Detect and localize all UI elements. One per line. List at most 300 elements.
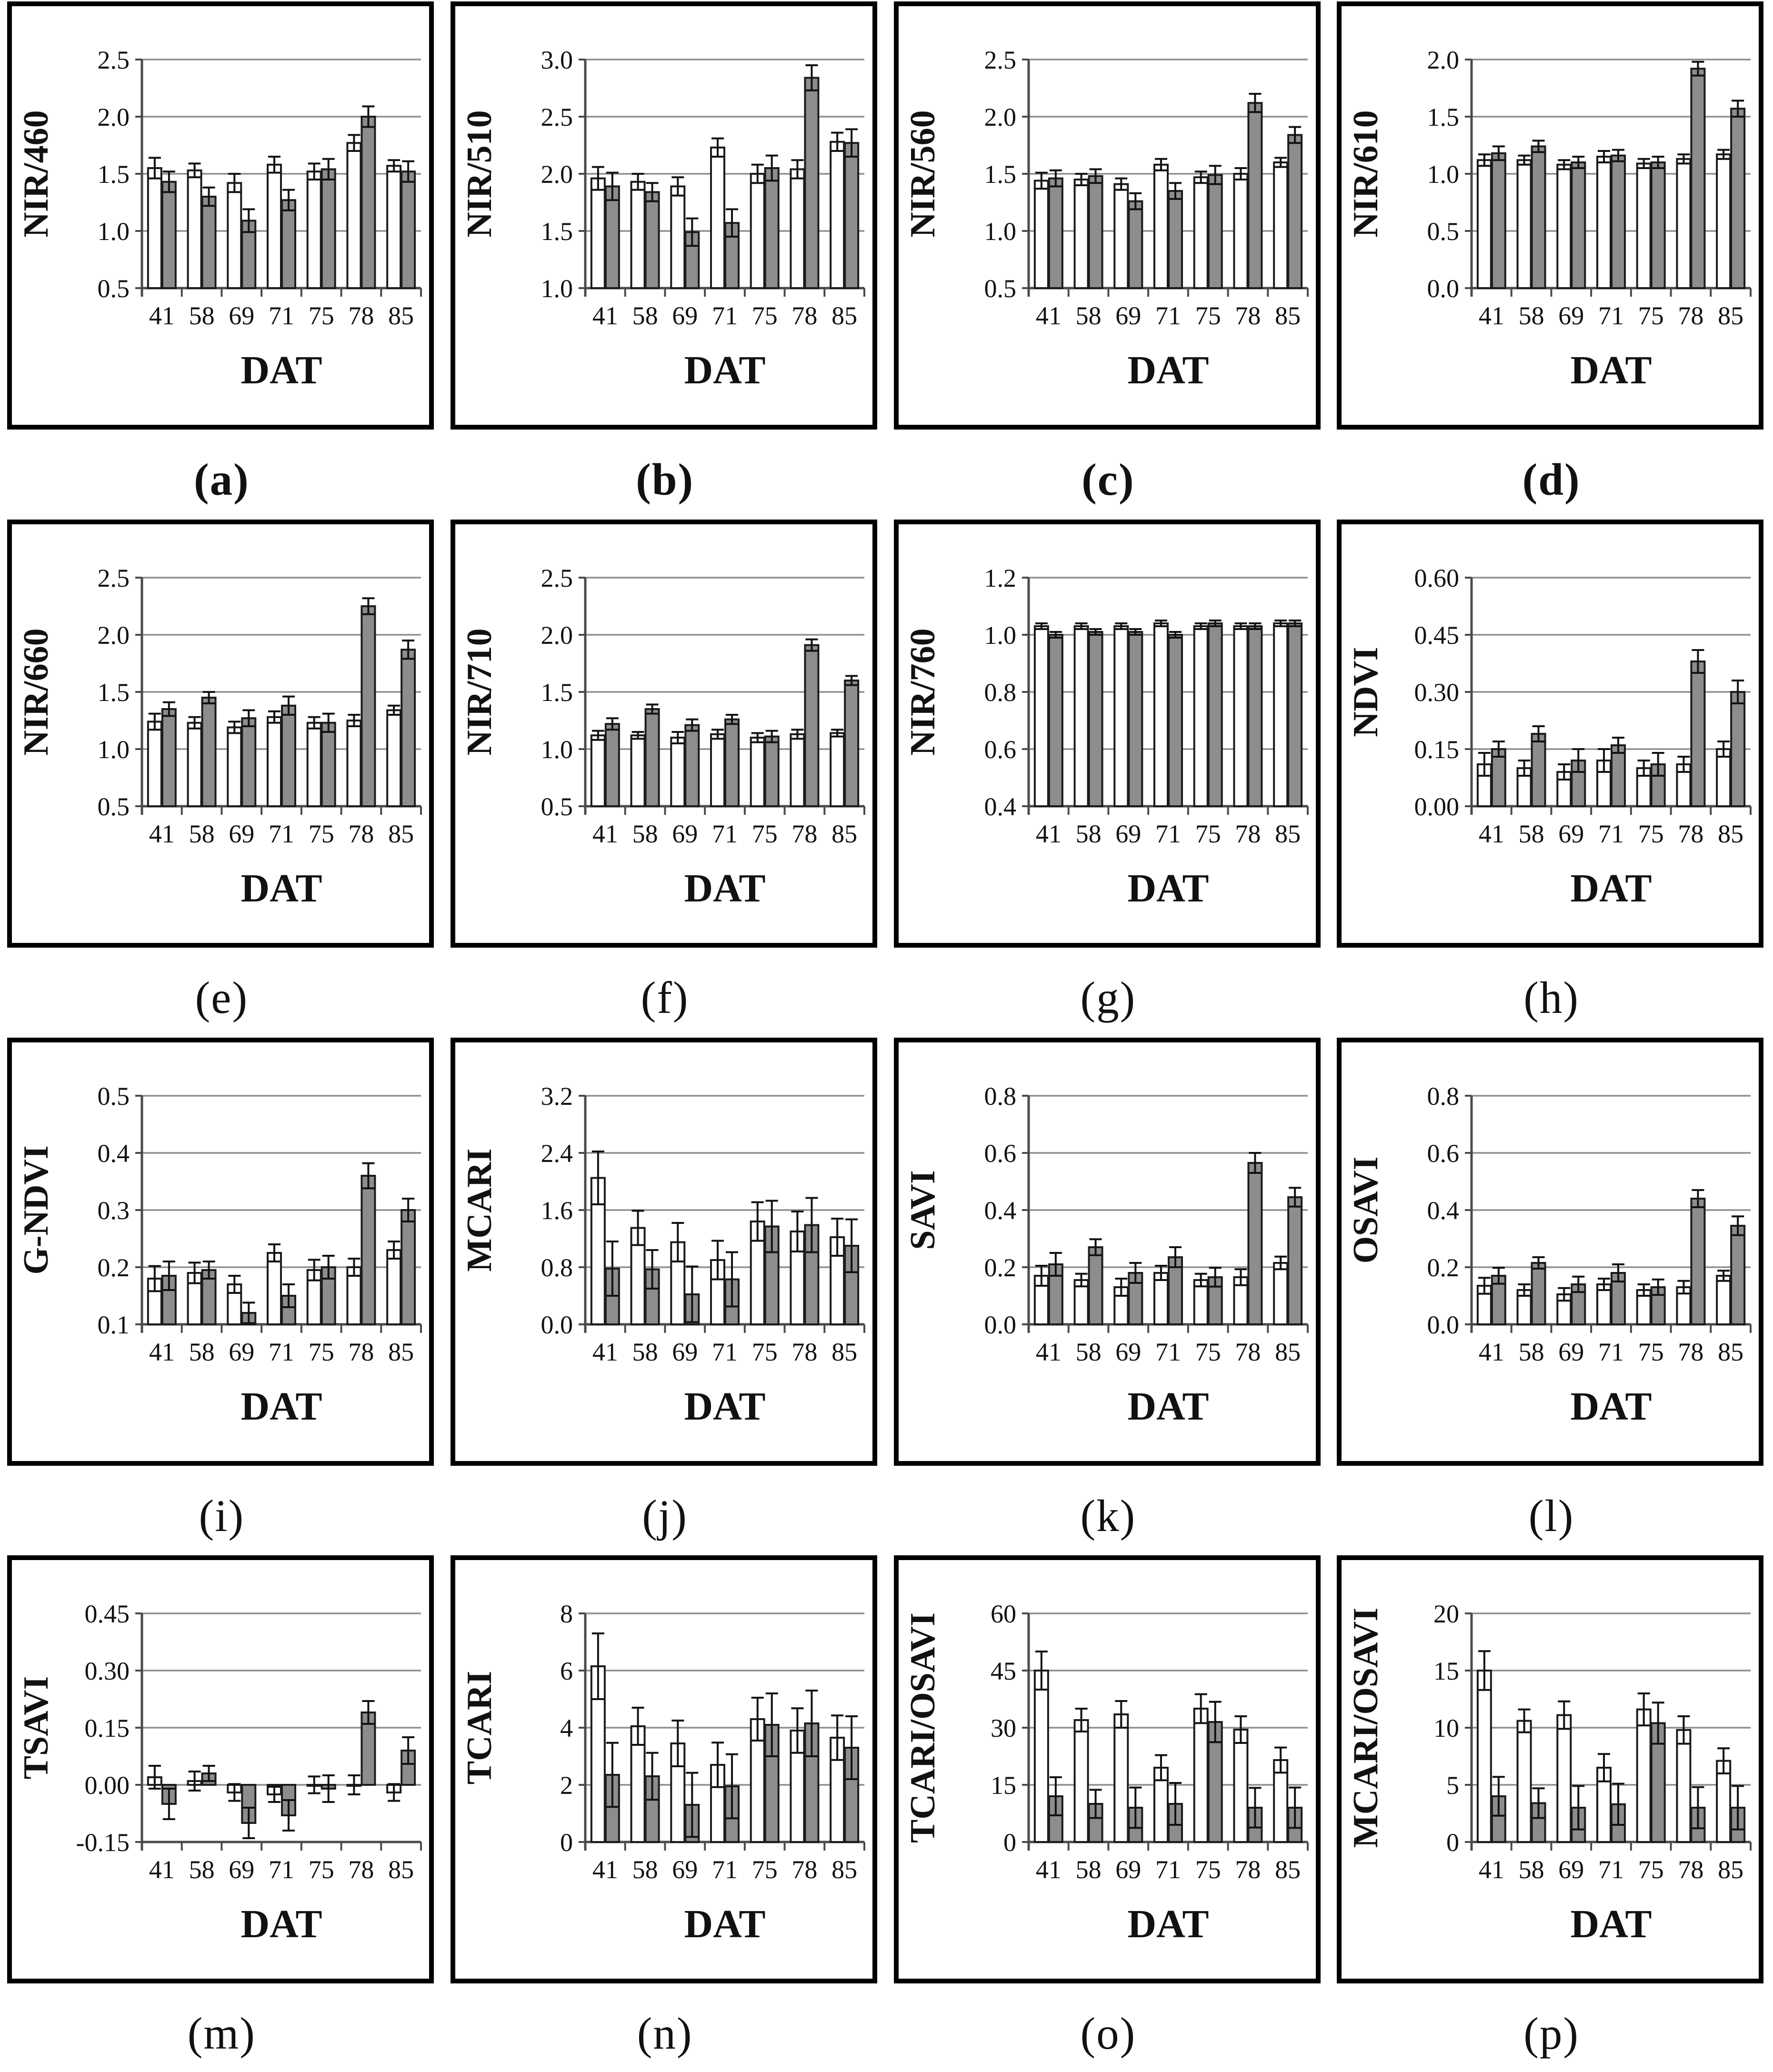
bar-white — [1717, 154, 1730, 288]
x-tick-label: 75 — [751, 301, 778, 330]
bar-white — [671, 738, 684, 806]
y-tick-label: 0.60 — [1414, 563, 1460, 592]
bar-gray — [1731, 109, 1744, 288]
y-tick-label: 0.0 — [1427, 1310, 1460, 1339]
bar-white — [1637, 163, 1651, 288]
bar-gray — [1692, 69, 1705, 288]
x-tick-label: 71 — [269, 1337, 294, 1366]
x-tick-label: 75 — [1638, 1855, 1664, 1884]
panel-label — [443, 1490, 887, 1542]
bar-white — [831, 142, 844, 288]
chart-nir-660 — [0, 518, 443, 951]
bar-white — [1074, 1720, 1088, 1842]
x-tick-label: 75 — [1195, 1337, 1221, 1366]
x-tick-label: 58 — [1518, 301, 1544, 330]
y-tick-label: 0.8 — [541, 1253, 573, 1282]
bar-white — [1518, 1721, 1531, 1842]
panel-label — [0, 453, 443, 506]
bar-gray — [1288, 623, 1302, 806]
y-axis-title: TCARI — [460, 1671, 499, 1785]
bar-gray — [202, 197, 216, 288]
x-tick-label: 85 — [831, 819, 857, 848]
bar-gray — [322, 723, 335, 806]
y-tick-label: 0.0 — [1427, 274, 1460, 303]
x-tick-label: 71 — [711, 1855, 738, 1884]
panel-letter: (b) — [636, 454, 694, 505]
bar-gray — [725, 719, 739, 806]
x-tick-label: 75 — [308, 1337, 334, 1366]
x-tick-label: 69 — [672, 1855, 698, 1884]
x-tick-label: 78 — [1234, 1337, 1261, 1366]
bar-white — [1034, 180, 1048, 288]
bar-gray — [162, 182, 176, 288]
bar-gray — [1288, 135, 1302, 288]
bar-white — [1194, 177, 1207, 288]
y-tick-label: 1.0 — [541, 274, 573, 303]
x-axis-title: DAT — [240, 1384, 322, 1429]
x-tick-label: 69 — [1558, 301, 1584, 330]
panel-k — [887, 1036, 1330, 1554]
bar-gray — [1129, 201, 1142, 288]
y-tick-label: 8 — [560, 1600, 573, 1629]
bar-gray — [1692, 661, 1705, 806]
x-tick-label: 41 — [1035, 1855, 1062, 1884]
bar-gray — [282, 200, 295, 288]
x-tick-label: 58 — [189, 301, 215, 330]
panel-label — [1330, 453, 1773, 506]
bar-white — [1234, 1730, 1247, 1842]
bar-white — [387, 166, 401, 288]
x-tick-label: 78 — [1678, 819, 1704, 848]
y-tick-label: 2.0 — [541, 621, 573, 650]
x-tick-label: 58 — [1075, 301, 1102, 330]
bar-white — [1154, 623, 1168, 806]
panel-j — [443, 1036, 887, 1554]
y-axis-title: NIR/760 — [903, 628, 942, 756]
x-tick-label: 58 — [632, 819, 658, 848]
panel-letter: (a) — [193, 454, 250, 505]
x-tick-label: 75 — [1638, 819, 1664, 848]
y-axis-title: G-NDVI — [17, 1145, 56, 1275]
y-axis-title: NIR/610 — [1346, 110, 1386, 238]
chart-gndvi — [0, 1036, 443, 1470]
y-tick-label: 0.0 — [984, 1310, 1016, 1339]
bar-white — [387, 1250, 401, 1324]
y-tick-label: 0.5 — [984, 274, 1016, 303]
y-tick-label: 0.2 — [1427, 1253, 1460, 1282]
x-tick-label: 69 — [1115, 301, 1141, 330]
x-tick-label: 58 — [189, 1337, 215, 1366]
bar-white — [671, 186, 684, 288]
bar-gray — [1288, 1197, 1302, 1324]
chart-nir-460 — [0, 0, 443, 433]
x-axis-title: DAT — [684, 1384, 766, 1429]
bar-white — [1034, 1671, 1048, 1842]
x-tick-label: 71 — [1155, 819, 1181, 848]
bar-white — [387, 710, 401, 806]
panel-i — [0, 1036, 443, 1554]
bar-gray — [845, 143, 858, 288]
x-tick-label: 75 — [751, 819, 778, 848]
y-tick-label: 1.2 — [984, 563, 1016, 592]
panel-p — [1330, 1554, 1773, 2072]
x-tick-label: 58 — [1075, 1337, 1102, 1366]
bar-gray — [685, 725, 699, 806]
x-tick-label: 69 — [672, 819, 698, 848]
y-tick-label: 4 — [560, 1714, 573, 1743]
x-tick-label: 41 — [592, 1855, 618, 1884]
bar-gray — [202, 698, 216, 806]
bar-white — [1194, 1709, 1207, 1842]
y-tick-label: 0.1 — [97, 1310, 130, 1339]
bar-white — [148, 168, 161, 288]
y-tick-label: 0.5 — [97, 274, 130, 303]
x-tick-label: 71 — [269, 1855, 294, 1884]
y-tick-label: 45 — [990, 1657, 1016, 1686]
bar-white — [591, 735, 605, 806]
y-axis-title: TCARI/OSAVI — [903, 1612, 942, 1843]
x-tick-label: 58 — [1075, 1855, 1102, 1884]
x-tick-label: 41 — [1035, 819, 1062, 848]
y-tick-label: 0.2 — [97, 1253, 130, 1282]
panel-letter: (o) — [1080, 2008, 1136, 2059]
panel-a — [0, 0, 443, 518]
panel-label — [887, 453, 1330, 506]
y-tick-label: 0 — [1003, 1828, 1016, 1857]
bar-white — [1518, 160, 1531, 288]
bar-white — [1114, 1714, 1128, 1842]
x-axis-title: DAT — [1570, 866, 1652, 911]
x-tick-label: 71 — [1598, 1855, 1624, 1884]
x-tick-label: 85 — [388, 819, 414, 848]
y-tick-label: 15 — [990, 1771, 1016, 1800]
y-tick-label: 0.00 — [1414, 792, 1460, 821]
panel-label — [0, 2007, 443, 2060]
panel-label — [443, 453, 887, 506]
bar-gray — [1248, 1163, 1262, 1324]
x-tick-label: 69 — [672, 1337, 698, 1366]
x-tick-label: 41 — [149, 301, 175, 330]
bar-white — [308, 171, 321, 288]
bar-gray — [1731, 1226, 1744, 1324]
x-tick-label: 85 — [1274, 1337, 1301, 1366]
y-tick-label: 1.0 — [984, 621, 1016, 650]
panel-b — [443, 0, 887, 518]
bar-white — [751, 738, 764, 806]
x-tick-label: 78 — [791, 1855, 818, 1884]
bar-white — [1274, 1263, 1287, 1324]
bar-white — [1114, 184, 1128, 288]
x-tick-label: 78 — [1234, 1855, 1261, 1884]
panel-label — [1330, 2007, 1773, 2060]
x-axis-title: DAT — [1570, 1902, 1652, 1947]
y-tick-label: 0.30 — [1414, 678, 1460, 707]
panel-label — [887, 971, 1330, 1024]
x-tick-label: 78 — [348, 819, 374, 848]
chart-ndvi — [1330, 518, 1773, 951]
bar-white — [1274, 162, 1287, 288]
y-axis-title: SAVI — [903, 1170, 942, 1250]
panel-label — [1330, 1490, 1773, 1542]
panel-label — [0, 971, 443, 1024]
x-tick-label: 41 — [149, 819, 175, 848]
y-tick-label: 2.0 — [1427, 46, 1460, 74]
bar-white — [1677, 1730, 1691, 1842]
panel-h — [1330, 518, 1773, 1036]
y-tick-label: 30 — [990, 1714, 1016, 1743]
bar-white — [1074, 626, 1088, 806]
x-tick-label: 41 — [1479, 1855, 1505, 1884]
x-axis-title: DAT — [1570, 1384, 1652, 1429]
bar-white — [791, 169, 804, 288]
x-tick-label: 85 — [1718, 301, 1744, 330]
bar-gray — [645, 709, 659, 806]
y-tick-label: 10 — [1433, 1714, 1460, 1743]
x-tick-label: 58 — [632, 1855, 658, 1884]
x-tick-label: 58 — [189, 819, 215, 848]
x-tick-label: 85 — [388, 1337, 414, 1366]
bar-gray — [606, 724, 619, 806]
bar-white — [1074, 180, 1088, 288]
bar-white — [791, 734, 804, 806]
bar-white — [188, 723, 201, 806]
bar-gray — [1049, 635, 1062, 806]
bar-gray — [1129, 632, 1142, 806]
x-tick-label: 78 — [791, 301, 818, 330]
bar-white — [268, 717, 281, 806]
x-tick-label: 58 — [189, 1855, 215, 1884]
x-axis-title: DAT — [1127, 1384, 1209, 1429]
panel-n — [443, 1554, 887, 2072]
chart-mcari — [443, 1036, 887, 1470]
panel-letter: (f) — [641, 972, 689, 1023]
x-tick-label: 75 — [1638, 301, 1664, 330]
x-tick-label: 85 — [388, 301, 414, 330]
y-tick-label: 60 — [990, 1600, 1016, 1629]
bar-white — [711, 148, 724, 288]
panel-letter: (g) — [1080, 972, 1136, 1023]
x-tick-label: 85 — [1718, 1337, 1744, 1366]
bar-gray — [401, 650, 415, 806]
y-tick-label: 2.0 — [97, 103, 130, 131]
bar-gray — [361, 117, 375, 288]
y-tick-label: 0.0 — [541, 1310, 573, 1339]
bar-gray — [1169, 191, 1182, 288]
y-tick-label: 2 — [560, 1771, 573, 1800]
bar-gray — [1208, 623, 1222, 806]
panel-letter: (k) — [1080, 1490, 1136, 1541]
bar-gray — [765, 736, 778, 806]
x-tick-label: 75 — [308, 819, 334, 848]
y-tick-label: 0.4 — [1427, 1196, 1460, 1225]
panel-letter: (h) — [1523, 972, 1580, 1023]
bar-gray — [606, 186, 619, 288]
y-tick-label: 1.5 — [1427, 103, 1460, 131]
bar-white — [1194, 626, 1207, 806]
bar-white — [711, 734, 724, 806]
x-tick-label: 85 — [831, 301, 857, 330]
x-tick-label: 58 — [1518, 1337, 1544, 1366]
y-tick-label: 0.8 — [984, 678, 1016, 707]
panel-letter: (i) — [199, 1490, 245, 1541]
x-tick-label: 75 — [1195, 819, 1221, 848]
x-tick-label: 75 — [1195, 301, 1221, 330]
y-tick-label: 0.5 — [97, 792, 130, 821]
y-tick-label: 2.5 — [541, 103, 573, 131]
y-tick-label: 0.4 — [984, 1196, 1016, 1225]
x-tick-label: 41 — [1479, 301, 1505, 330]
bar-gray — [1532, 734, 1545, 806]
panel-border — [1339, 1558, 1761, 1981]
panel-e — [0, 518, 443, 1036]
bar-gray — [1492, 153, 1505, 288]
x-tick-label: 69 — [672, 301, 698, 330]
y-tick-label: 2.5 — [541, 563, 573, 592]
x-tick-label: 78 — [1678, 1337, 1704, 1366]
y-tick-label: 1.0 — [1427, 160, 1460, 189]
x-tick-label: 75 — [751, 1855, 778, 1884]
bar-white — [631, 182, 644, 288]
bar-white — [1637, 1710, 1651, 1842]
x-tick-label: 71 — [1598, 819, 1624, 848]
panel-l — [1330, 1036, 1773, 1554]
y-tick-label: 0.4 — [984, 792, 1016, 821]
x-tick-label: 75 — [308, 301, 334, 330]
chart-nir-610 — [1330, 0, 1773, 433]
x-axis-title: DAT — [1127, 1902, 1209, 1947]
y-tick-label: 1.5 — [541, 217, 573, 246]
x-tick-label: 71 — [711, 301, 738, 330]
bar-white — [1478, 160, 1491, 288]
panel-letter: (l) — [1528, 1490, 1574, 1541]
x-tick-label: 69 — [229, 819, 255, 848]
bar-gray — [361, 606, 375, 806]
bar-gray — [1692, 1199, 1705, 1324]
x-tick-label: 71 — [269, 819, 294, 848]
bar-white — [1677, 159, 1691, 288]
chart-tcari-osavi — [887, 1554, 1330, 1987]
panel-label — [0, 1490, 443, 1542]
bar-gray — [805, 645, 818, 806]
y-axis-title: NIR/710 — [460, 628, 499, 756]
bar-white — [1154, 165, 1168, 288]
y-axis-title: NIR/560 — [903, 110, 942, 238]
bar-gray — [1532, 146, 1545, 288]
chart-nir-760 — [887, 518, 1330, 951]
bar-white — [1274, 623, 1287, 806]
bar-gray — [322, 169, 335, 288]
panel-label — [887, 2007, 1330, 2060]
bar-gray — [401, 171, 415, 288]
y-tick-label: 0.00 — [84, 1771, 130, 1800]
y-tick-label: 0.45 — [1414, 621, 1460, 650]
x-tick-label: 41 — [1479, 819, 1505, 848]
x-tick-label: 85 — [1274, 1855, 1301, 1884]
y-tick-label: 0.6 — [1427, 1139, 1460, 1168]
x-tick-label: 71 — [1155, 301, 1181, 330]
panel-label — [1330, 971, 1773, 1024]
x-tick-label: 41 — [592, 1337, 618, 1366]
bar-gray — [1248, 103, 1262, 288]
bar-gray — [242, 718, 255, 806]
y-axis-title: NIR/460 — [17, 110, 56, 238]
y-tick-label: 1.0 — [541, 735, 573, 764]
y-tick-label: 0.5 — [1427, 217, 1460, 246]
x-axis-title: DAT — [240, 1902, 322, 1947]
y-tick-label: 20 — [1433, 1600, 1460, 1629]
panel-letter: (d) — [1522, 454, 1581, 505]
y-tick-label: 0.8 — [984, 1081, 1016, 1111]
x-tick-label: 58 — [1075, 819, 1102, 848]
y-axis-title: NIR/660 — [17, 628, 56, 756]
y-tick-label: 6 — [560, 1657, 573, 1686]
bar-white — [591, 179, 605, 288]
y-axis-title: NIR/510 — [460, 110, 499, 238]
y-axis-title: MCARI — [460, 1148, 499, 1271]
chart-tcari — [443, 1554, 887, 1987]
chart-nir-560 — [887, 0, 1330, 433]
panel-label — [887, 1490, 1330, 1542]
x-tick-label: 85 — [1274, 301, 1301, 330]
x-tick-label: 75 — [1638, 1337, 1664, 1366]
bar-white — [1597, 157, 1611, 288]
chart-tsavi — [0, 1554, 443, 1987]
x-tick-label: 78 — [791, 1337, 818, 1366]
y-tick-label: 2.5 — [984, 46, 1016, 74]
panel-letter: (n) — [637, 2008, 693, 2059]
x-axis-title: DAT — [684, 866, 766, 911]
bar-white — [1717, 1276, 1730, 1324]
y-axis-title: NDVI — [1346, 647, 1386, 737]
x-tick-label: 71 — [1155, 1855, 1181, 1884]
x-tick-label: 78 — [1678, 1855, 1704, 1884]
bar-gray — [1612, 745, 1625, 806]
x-tick-label: 71 — [1598, 1337, 1624, 1366]
x-axis-title: DAT — [684, 348, 766, 392]
x-tick-label: 69 — [1558, 1337, 1584, 1366]
bar-gray — [1049, 179, 1062, 288]
bar-white — [751, 174, 764, 288]
x-tick-label: 69 — [229, 301, 255, 330]
panel-letter: (m) — [187, 2008, 256, 2059]
x-tick-label: 75 — [308, 1855, 334, 1884]
bar-gray — [1652, 162, 1665, 288]
x-tick-label: 58 — [1518, 819, 1544, 848]
chart-nir-710 — [443, 518, 887, 951]
x-tick-label: 69 — [1115, 1337, 1141, 1366]
bar-gray — [1089, 176, 1102, 288]
x-tick-label: 58 — [632, 301, 658, 330]
bar-gray — [845, 681, 858, 806]
chart-osavi — [1330, 1036, 1773, 1470]
x-tick-label: 69 — [1558, 819, 1584, 848]
panel-letter: (p) — [1523, 2008, 1580, 2059]
y-tick-label: 0.8 — [1427, 1081, 1460, 1111]
y-tick-label: 2.5 — [97, 563, 130, 592]
y-tick-label: 0.3 — [97, 1196, 130, 1225]
panel-c — [887, 0, 1330, 518]
bar-white — [1558, 165, 1571, 288]
x-tick-label: 85 — [1274, 819, 1301, 848]
x-tick-label: 71 — [711, 819, 738, 848]
bar-gray — [1248, 626, 1262, 806]
bar-gray — [401, 1210, 415, 1324]
bar-white — [1234, 174, 1247, 288]
bar-white — [1478, 1671, 1491, 1842]
bar-gray — [1089, 632, 1102, 806]
x-axis-title: DAT — [684, 1902, 766, 1947]
bar-gray — [1612, 156, 1625, 288]
